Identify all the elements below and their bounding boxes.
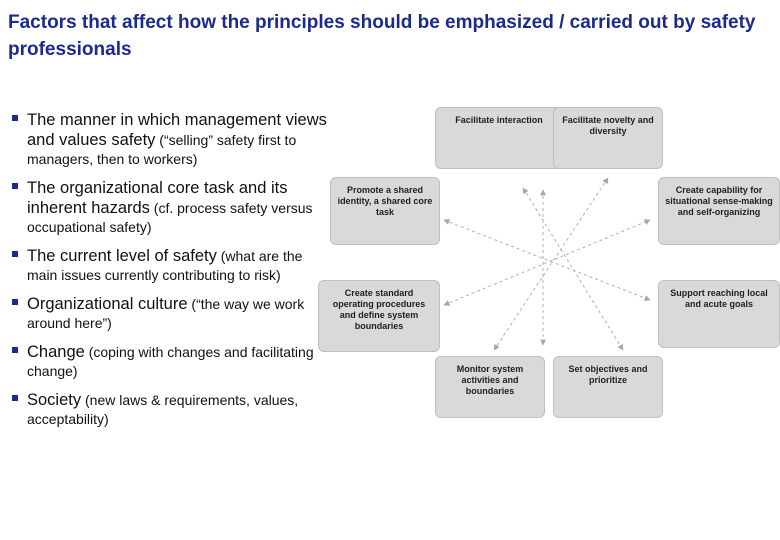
- box-support-local-goals: Support reaching local and acute goals: [658, 280, 780, 348]
- bullet-item: [12, 294, 330, 333]
- balance-diagram: [318, 100, 780, 430]
- bullet-square-icon: [12, 251, 18, 257]
- connector-line: [444, 220, 650, 305]
- box-promote-shared-identity: Promote a shared identity, a shared core task: [330, 177, 440, 245]
- bullet-square-icon: [12, 347, 18, 353]
- bullet-lead: Organizational culture: [27, 295, 188, 313]
- box-create-capability: Create capability for situational sense-making and self-organizing: [658, 177, 780, 245]
- bullet-square-icon: [12, 299, 18, 305]
- bullet-detail: (“the way we work around here”): [27, 296, 305, 331]
- box-facilitate-novelty: Facilitate novelty and diversity: [553, 107, 663, 169]
- bullet-square-icon: [12, 395, 18, 401]
- bullet-lead: The current level of safety: [27, 247, 217, 265]
- bullet-item: [12, 246, 330, 285]
- bullet-detail: (new laws & requirements, values, acceptability): [27, 392, 299, 427]
- bullet-lead: Change: [27, 343, 85, 361]
- bullet-item: [12, 110, 330, 169]
- bullet-detail: (what are the main issues currently contributing to risk): [27, 248, 303, 283]
- bullet-square-icon: [12, 183, 18, 189]
- bullet-lead: The organizational core task and its inherent hazards: [27, 179, 288, 217]
- bullet-lead: Society: [27, 391, 82, 409]
- box-create-standard-procedures: Create standard operating procedures and define system boundaries: [318, 280, 440, 352]
- bullet-detail: (coping with changes and facilitating change): [27, 344, 314, 379]
- bullet-square-icon: [12, 115, 18, 121]
- bullet-lead: The manner in which management views and values safety: [27, 111, 327, 149]
- bullet-item: [12, 178, 330, 237]
- bullet-detail: (“selling” safety first to managers, then to workers): [27, 132, 297, 167]
- bullet-list: [12, 110, 330, 438]
- slide-title: Factors that affect how the principles should be emphasized / carried out by safety professionals: [8, 12, 756, 60]
- box-facilitate-interaction: Facilitate interaction: [435, 107, 563, 169]
- connector-line: [444, 220, 650, 300]
- bullet-detail: (cf. process safety versus occupational safety): [27, 200, 313, 235]
- box-set-objectives: Set objectives and prioritize: [553, 356, 663, 418]
- connector-line: [494, 178, 608, 350]
- connector-line: [523, 188, 623, 350]
- bullet-item: [12, 342, 330, 381]
- bullet-item: [12, 390, 330, 429]
- box-monitor-system: Monitor system activities and boundaries: [435, 356, 545, 418]
